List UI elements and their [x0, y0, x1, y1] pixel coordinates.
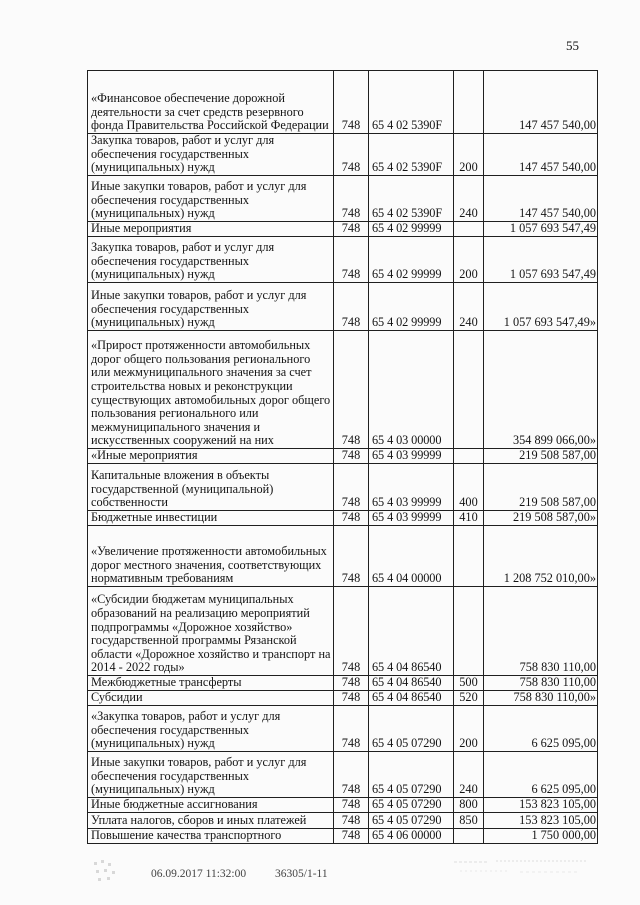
row-amount: 153 823 105,00 [484, 798, 598, 813]
row-name: Иные закупки товаров, работ и услуг для обеспечения государственных (муниципальных) нужд [88, 752, 334, 798]
row-dept-code: 748 [334, 511, 369, 526]
row-dept-code: 748 [334, 691, 369, 706]
row-dept-code: 748 [334, 587, 369, 676]
row-expense-type [454, 829, 484, 844]
row-expense-type: 400 [454, 464, 484, 511]
row-dept-code: 748 [334, 752, 369, 798]
row-name: «Иные мероприятия [88, 449, 334, 464]
table-row [88, 71, 598, 134]
row-article-code: 65 4 02 99999 [369, 237, 454, 283]
row-dept-code: 748 [334, 237, 369, 283]
row-name: «Субсидии бюджетам муниципальных образований на реализацию мероприятий подпрограммы «Дорожное хозяйство» государственной программы Рязанской области «Дорожное хозяйство и транспорт на 2014 - 2022 годы» [88, 587, 334, 676]
row-name: Иные мероприятия [88, 222, 334, 237]
row-expense-type: 850 [454, 813, 484, 829]
row-article-code: 65 4 02 5390F [369, 176, 454, 222]
table-row [88, 237, 598, 283]
table-row [88, 813, 598, 829]
row-article-code: 65 4 03 00000 [369, 331, 454, 449]
row-dept-code: 748 [334, 283, 369, 331]
row-expense-type [454, 587, 484, 676]
table-row [88, 222, 598, 237]
row-name: «Прирост протяженности автомобильных дорог общего пользования регионального или межмуниципального значения за счет строительства новых и реконструкции существующих автомобильных дорог общего пользования регионального или межмуниципального значения и искусственных сооружений на них [88, 331, 334, 449]
row-name: Субсидии [88, 691, 334, 706]
row-name: Уплата налогов, сборов и иных платежей [88, 813, 334, 829]
row-expense-type: 410 [454, 511, 484, 526]
row-dept-code: 748 [334, 798, 369, 813]
row-dept-code: 748 [334, 134, 369, 176]
row-amount: 153 823 105,00 [484, 813, 598, 829]
row-expense-type [454, 222, 484, 237]
row-name: «Финансовое обеспечение дорожной деятельности за счет средств резервного фонда Правительства Российской Федерации [88, 71, 334, 134]
row-amount: 1 057 693 547,49 [484, 237, 598, 283]
table-row [88, 283, 598, 331]
row-expense-type [454, 449, 484, 464]
row-name: Межбюджетные трансферты [88, 676, 334, 691]
row-article-code: 65 4 02 5390F [369, 71, 454, 134]
row-amount: 1 057 693 547,49» [484, 283, 598, 331]
row-article-code: 65 4 05 07290 [369, 706, 454, 752]
table-row [88, 449, 598, 464]
row-name: Иные закупки товаров, работ и услуг для обеспечения государственных (муниципальных) нужд [88, 176, 334, 222]
budget-table [87, 70, 598, 844]
row-name: Капитальные вложения в объекты государственной (муниципальной) собственности [88, 464, 334, 511]
row-amount: 758 830 110,00 [484, 587, 598, 676]
table-row [88, 511, 598, 526]
row-name: Бюджетные инвестиции [88, 511, 334, 526]
row-article-code: 65 4 02 99999 [369, 283, 454, 331]
table-row [88, 798, 598, 813]
scan-mark-left [92, 859, 120, 885]
row-name: Иные закупки товаров, работ и услуг для обеспечения государственных (муниципальных) нужд [88, 283, 334, 331]
row-article-code: 65 4 02 99999 [369, 222, 454, 237]
row-article-code: 65 4 03 99999 [369, 511, 454, 526]
row-expense-type [454, 71, 484, 134]
table-row [88, 752, 598, 798]
row-article-code: 65 4 02 5390F [369, 134, 454, 176]
row-amount: 354 899 066,00» [484, 331, 598, 449]
row-dept-code: 748 [334, 222, 369, 237]
row-article-code: 65 4 05 07290 [369, 752, 454, 798]
row-expense-type: 240 [454, 283, 484, 331]
row-expense-type [454, 331, 484, 449]
page-number: 55 [566, 38, 579, 53]
row-article-code: 65 4 05 07290 [369, 798, 454, 813]
row-amount: 6 625 095,00 [484, 752, 598, 798]
row-name: «Увеличение протяженности автомобильных дорог местного значения, соответствующих нормативным требованиям [88, 526, 334, 587]
row-expense-type: 500 [454, 676, 484, 691]
table-row [88, 676, 598, 691]
row-dept-code: 748 [334, 526, 369, 587]
row-dept-code: 748 [334, 829, 369, 844]
row-amount: 1 208 752 010,00» [484, 526, 598, 587]
row-name: Закупка товаров, работ и услуг для обеспечения государственных (муниципальных) нужд [88, 237, 334, 283]
row-expense-type: 520 [454, 691, 484, 706]
footer-document-code: 36305/1-11 [275, 868, 328, 880]
row-amount: 219 508 587,00 [484, 449, 598, 464]
row-amount: 758 830 110,00 [484, 676, 598, 691]
row-article-code: 65 4 03 99999 [369, 464, 454, 511]
row-amount: 147 457 540,00 [484, 134, 598, 176]
row-expense-type: 200 [454, 237, 484, 283]
row-dept-code: 748 [334, 813, 369, 829]
row-name: Закупка товаров, работ и услуг для обеспечения государственных (муниципальных) нужд [88, 134, 334, 176]
row-dept-code: 748 [334, 331, 369, 449]
row-amount: 147 457 540,00 [484, 176, 598, 222]
row-article-code: 65 4 06 00000 [369, 829, 454, 844]
row-dept-code: 748 [334, 464, 369, 511]
row-expense-type [454, 526, 484, 587]
row-name: Иные бюджетные ассигнования [88, 798, 334, 813]
row-amount: 6 625 095,00 [484, 706, 598, 752]
table-row [88, 691, 598, 706]
table-row [88, 829, 598, 844]
row-expense-type: 240 [454, 176, 484, 222]
row-article-code: 65 4 04 86540 [369, 676, 454, 691]
row-article-code: 65 4 04 86540 [369, 587, 454, 676]
row-article-code: 65 4 05 07290 [369, 813, 454, 829]
table-row [88, 526, 598, 587]
row-name: «Закупка товаров, работ и услуг для обеспечения государственных (муниципальных) нужд [88, 706, 334, 752]
row-amount: 1 750 000,00 [484, 829, 598, 844]
row-amount: 219 508 587,00 [484, 464, 598, 511]
row-dept-code: 748 [334, 449, 369, 464]
table-row [88, 464, 598, 511]
table-row [88, 176, 598, 222]
row-article-code: 65 4 04 00000 [369, 526, 454, 587]
row-dept-code: 748 [334, 71, 369, 134]
row-dept-code: 748 [334, 176, 369, 222]
row-expense-type: 200 [454, 706, 484, 752]
table-row [88, 134, 598, 176]
faint-stamp [450, 856, 590, 878]
row-name: Повышение качества транспортного [88, 829, 334, 844]
row-dept-code: 748 [334, 676, 369, 691]
row-expense-type: 200 [454, 134, 484, 176]
row-expense-type: 800 [454, 798, 484, 813]
row-amount: 758 830 110,00» [484, 691, 598, 706]
row-article-code: 65 4 04 86540 [369, 691, 454, 706]
table-row [88, 706, 598, 752]
row-amount: 147 457 540,00 [484, 71, 598, 134]
row-dept-code: 748 [334, 706, 369, 752]
row-amount: 219 508 587,00» [484, 511, 598, 526]
table-row [88, 587, 598, 676]
footer-datetime: 06.09.2017 11:32:00 [151, 868, 247, 880]
table-row [88, 331, 598, 449]
row-expense-type: 240 [454, 752, 484, 798]
row-amount: 1 057 693 547,49 [484, 222, 598, 237]
row-article-code: 65 4 03 99999 [369, 449, 454, 464]
